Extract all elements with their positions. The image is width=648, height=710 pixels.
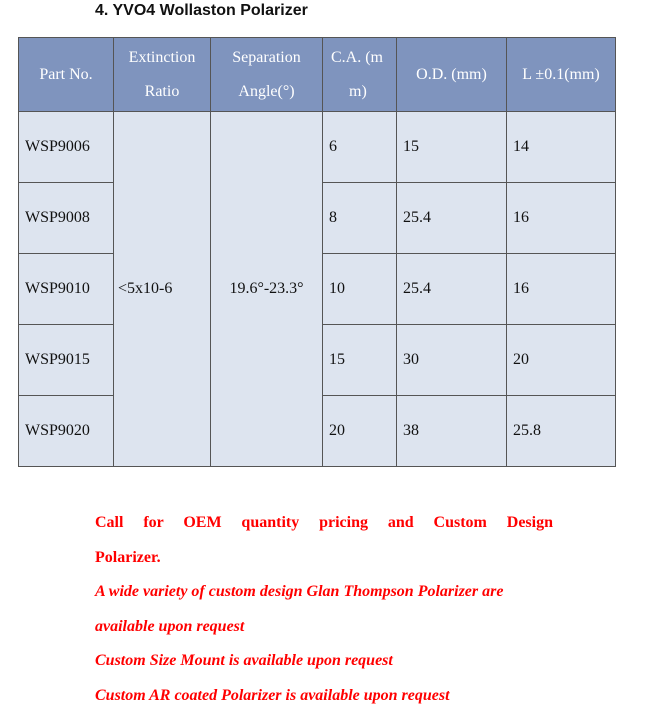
cell-length: 16 — [507, 254, 616, 325]
cell-clear-aperture: 10 — [323, 254, 397, 325]
specification-table — [18, 37, 616, 467]
section-title: 4. YVO4 Wollaston Polarizer — [95, 2, 308, 19]
header-outer-diameter: O.D. (mm) — [397, 38, 507, 112]
header-separation-angle: Separation Angle(°) — [211, 38, 323, 112]
cell-length: 16 — [507, 183, 616, 254]
cell-outer-diameter: 25.4 — [397, 254, 507, 325]
cell-part-no: WSP9020 — [19, 396, 114, 467]
table-row — [19, 112, 616, 183]
custom-variety-note-continued: available upon request — [95, 617, 245, 635]
header-extinction-ratio: Extinction Ratio — [114, 38, 211, 112]
header-clear-aperture: C.A. (m m) — [323, 38, 397, 112]
cell-clear-aperture: 15 — [323, 325, 397, 396]
cell-part-no: WSP9015 — [19, 325, 114, 396]
oem-pricing-note: Call for OEM quantity pricing and Custom Design — [95, 514, 553, 531]
cell-clear-aperture: 6 — [323, 112, 397, 183]
cell-clear-aperture: 20 — [323, 396, 397, 467]
cell-part-no: WSP9008 — [19, 183, 114, 254]
cell-outer-diameter: 30 — [397, 325, 507, 396]
cell-length: 20 — [507, 325, 616, 396]
oem-pricing-note-continued: Polarizer. — [95, 548, 161, 566]
cell-outer-diameter: 38 — [397, 396, 507, 467]
header-part-no: Part No. — [19, 38, 114, 112]
custom-mount-note: Custom Size Mount is available upon request — [95, 652, 393, 670]
cell-outer-diameter: 25.4 — [397, 183, 507, 254]
table-header-row — [19, 38, 616, 112]
custom-ar-coating-note: Custom AR coated Polarizer is available upon request — [95, 686, 450, 704]
cell-separation-angle: 19.6°-23.3° — [211, 112, 323, 467]
cell-length: 25.8 — [507, 396, 616, 467]
cell-part-no: WSP9006 — [19, 112, 114, 183]
cell-clear-aperture: 8 — [323, 183, 397, 254]
custom-variety-note: A wide variety of custom design Glan Thompson Polarizer are — [95, 583, 504, 601]
notes-block — [95, 506, 553, 710]
cell-length: 14 — [507, 112, 616, 183]
header-length: L ±0.1(mm) — [507, 38, 616, 112]
cell-outer-diameter: 15 — [397, 112, 507, 183]
cell-extinction-ratio: <5x10-6 — [114, 112, 211, 467]
cell-part-no: WSP9010 — [19, 254, 114, 325]
